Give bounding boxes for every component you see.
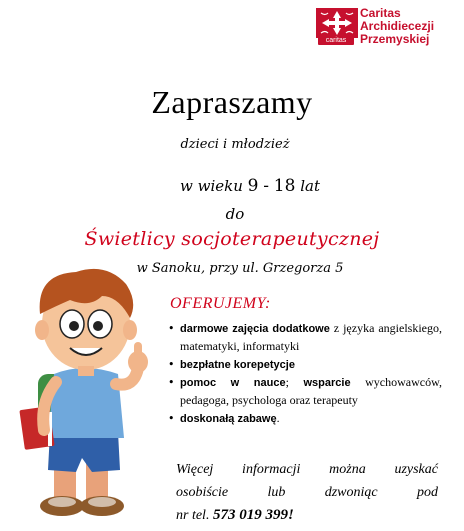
list-item	[168, 410, 442, 428]
age-suffix: lat	[300, 177, 320, 195]
offer-bold: darmowe zajęcia dodatkowe	[180, 323, 330, 335]
caritas-logo	[314, 6, 462, 50]
info-line-1: Więcej informacji można uzyskać	[176, 462, 438, 477]
logo-text	[360, 7, 434, 46]
offer-rest: z języka angielskiego, matematyki, informatyki	[180, 321, 442, 353]
offer-bold-2: wsparcie	[303, 377, 351, 389]
offer-bold: doskonałą zabawę	[180, 413, 277, 425]
offer-heading: OFERUJEMY:	[170, 295, 271, 312]
info-line-3	[176, 504, 438, 527]
phone-prefix: nr tel.	[176, 508, 210, 523]
list-item	[168, 356, 442, 374]
offer-rest-2: wychowawców, pedagoga, psychologa oraz terapeuty	[180, 375, 442, 407]
list-item	[168, 374, 442, 410]
logo-small-text: caritas	[318, 36, 354, 45]
offer-rest: ;	[285, 375, 304, 389]
page-title: Zapraszamy	[151, 84, 313, 120]
age-range	[150, 176, 350, 196]
age-to: 18	[273, 176, 296, 196]
logo-line-1: Caritas	[360, 6, 401, 20]
contact-info	[176, 458, 438, 527]
age-prefix: w wieku	[180, 177, 243, 195]
info-line-2: osobiście lub dzwoniąc pod	[176, 485, 438, 500]
cartoon-boy-thumbs-up-icon	[6, 262, 166, 524]
logo-line-2: Archidiecezji	[360, 19, 435, 33]
logo-line-3: Przemyskiej	[360, 32, 430, 46]
offer-bold: pomoc w nauce	[180, 377, 286, 389]
address: w Sanoku, przy ul. Grzegorza 5	[136, 261, 344, 276]
offer-rest: .	[276, 411, 280, 425]
offer-list	[168, 320, 442, 428]
place-name: Świetlicy socjoterapeutycznej	[84, 228, 380, 250]
age-dash: -	[263, 176, 270, 196]
list-item	[168, 320, 442, 356]
to-word: do	[225, 205, 245, 223]
age-from: 9	[247, 176, 259, 196]
phone-number: 573 019 399!	[212, 507, 294, 523]
audience-text: dzieci i młodzież	[180, 137, 290, 152]
offer-bold: bezpłatne korepetycje	[180, 359, 295, 371]
